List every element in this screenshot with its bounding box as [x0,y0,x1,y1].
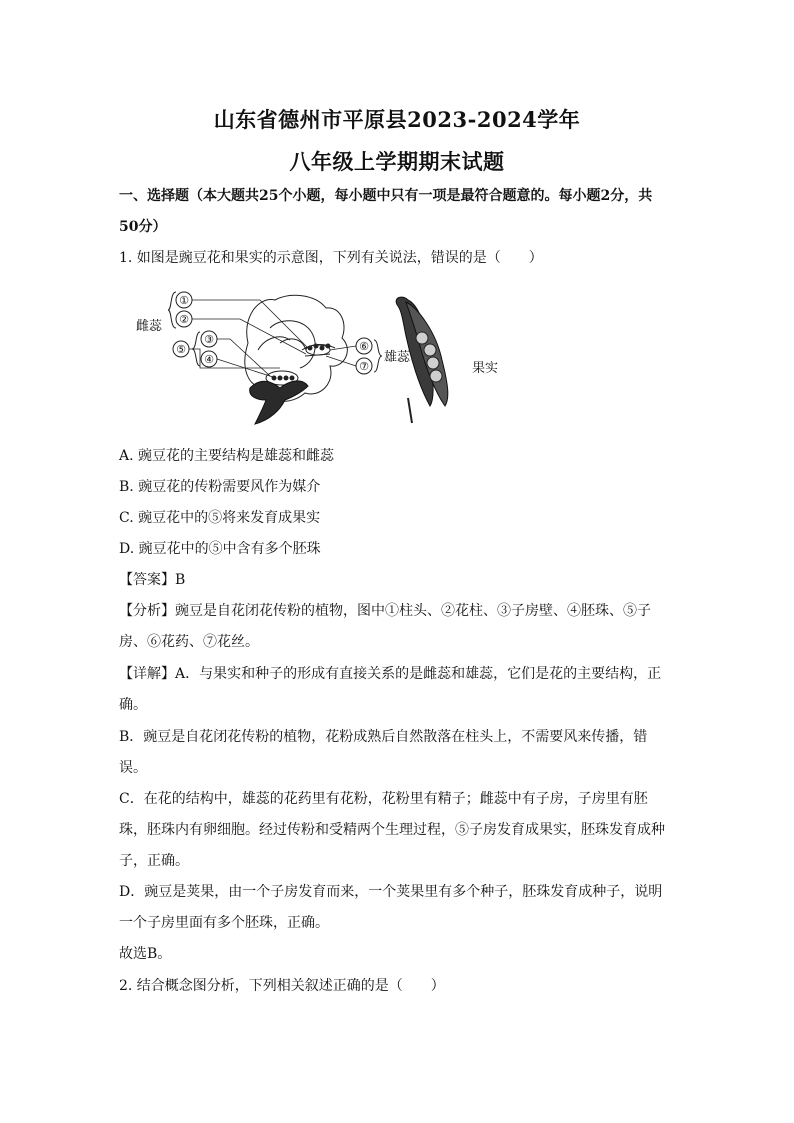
question-1-stem: 1. 如图是豌豆花和果实的示意图，下列有关说法，错误的是（ ） [119,250,543,266]
conclusion: 故选B。 [119,946,172,962]
section-heading: 一、选择题（本大题共25个小题，每小题中只有一项是最符合题意的。每小题2分，共 [119,188,653,204]
document-title: 山东省德州市平原县2023-2024学年 [213,107,581,132]
stamen-part-markers [356,338,372,374]
pea-flower-fruit-diagram [130,288,530,428]
option-b: B. 豌豆花的传粉需要风作为媒介 [119,479,321,495]
document-subtitle: 八年级上学期期末试题 [289,149,505,174]
marker-7: ⑦ [359,360,369,373]
detail-line: 误。 [119,760,147,776]
question-2-stem: 2. 结合概念图分析，下列相关叙述正确的是（ ） [119,978,445,994]
marker-5: ⑤ [176,343,186,356]
marker-3: ③ [204,333,214,346]
marker-6: ⑥ [359,340,369,353]
analysis: 【分析】豌豆是自花闭花传粉的植物，图中①柱头、②花柱、③子房壁、④胚珠、⑤子 [119,603,651,619]
pistil-label: 雌蕊 [136,319,163,334]
detail-line: 确。 [119,697,147,713]
pistil-part-markers [173,292,217,367]
detail-line: 【详解】A．与果实和种子的形成有直接关系的是雌蕊和雄蕊，它们是花的主要结构，正 [119,666,662,682]
detail-line: 子，正确。 [119,853,189,869]
sepal-illustration [250,381,308,424]
option-a: A. 豌豆花的主要结构是雄蕊和雌蕊 [119,448,335,464]
detail-line: D．豌豆是荚果，由一个子房发育而来，一个荚果里有多个种子，胚珠发育成种子，说明 [119,884,663,900]
marker-1: ① [179,294,189,307]
stamen-label: 雄蕊 [384,350,411,365]
detail-line: B．豌豆是自花闭花传粉的植物，花粉成熟后自然散落在柱头上，不需要风来传播，错 [119,729,648,745]
marker-2: ② [179,313,189,326]
marker-4: ④ [204,353,214,366]
analysis-cont: 房、⑥花药、⑦花丝。 [119,634,259,650]
detail-line: 珠，胚珠内有卵细胞。经过传粉和受精两个生理过程，⑤子房发育成果实，胚珠发育成种 [119,822,665,838]
detail-line: 一个子房里面有多个胚珠，正确。 [119,915,329,931]
option-d: D. 豌豆花中的⑤中含有多个胚珠 [119,541,321,557]
detail-line: C．在花的结构中，雄蕊的花药里有花粉，花粉里有精子；雌蕊中有子房，子房里有胚 [119,791,648,807]
answer: 【答案】B [119,572,186,588]
section-heading-cont: 50分） [119,219,167,235]
fruit-label: 果实 [472,361,499,376]
option-c: C. 豌豆花中的⑤将来发育成果实 [119,510,321,526]
